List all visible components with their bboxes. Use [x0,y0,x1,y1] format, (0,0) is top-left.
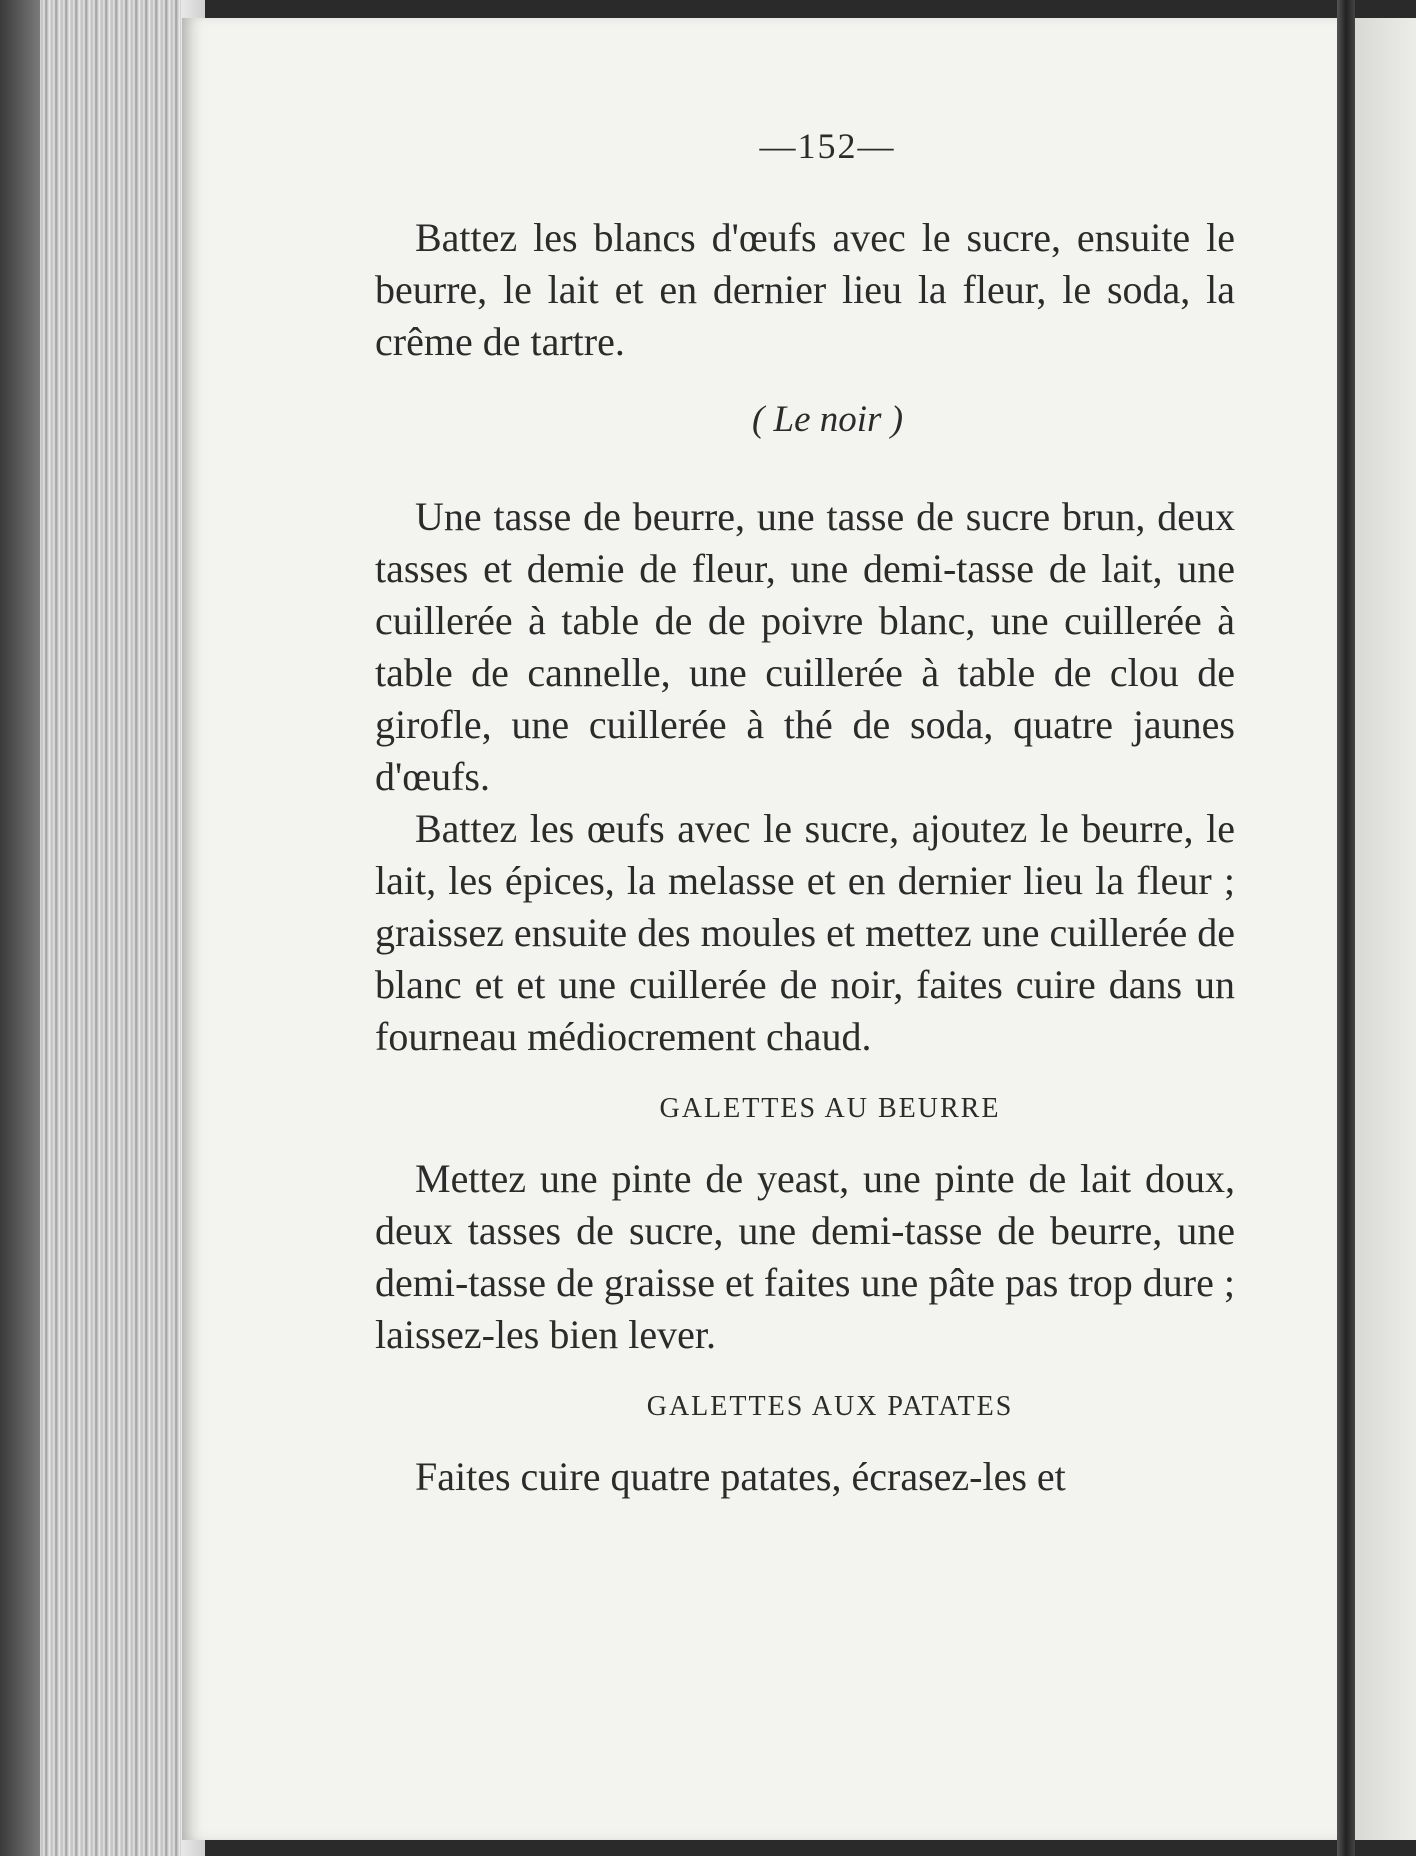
section-title-galettes-aux-patates: GALETTES AUX PATATES [646,1391,1014,1422]
spacer [375,471,1235,491]
paragraph-4: Mettez une pinte de yeast, une pinte de lait doux, deux tasses de sucre, une demi-tasse de beurre, une demi-tasse de graisse et faites une pâte pas trop dure ; laissez-les bien lever. [375,1156,1235,1357]
paragraph-1: Battez les blancs d'œufs avec le sucre, ensuite le beurre, le lait et en dernier lieu la fleur, le soda, la crême de tartre. [375,215,1235,364]
page-edges [0,0,205,1856]
page-number: —152— [759,126,896,166]
book-spine [1337,0,1355,1856]
paragraph-2: Une tasse de beurre, une tasse de sucre brun, deux tasses et demie de fleur, une demi-tasse de lait, une cuillerée à table de de poivre blanc, une cuillerée à table de cannelle, une cuillerée à table de clou de girofle, une cuillerée à thé de soda, quatre jaunes d'œufs. [375,494,1235,799]
subheading-le-noir: ( Le noir ) [751,399,904,440]
page-text [375,125,1235,1503]
section-title-galettes-au-beurre: GALETTES AU BEURRE [659,1093,1001,1124]
facing-page-edge [1355,18,1416,1840]
paragraph-3: Battez les œufs avec le sucre, ajoutez le beurre, le lait, les épices, la melasse et en dernier lieu la fleur ; graissez ensuite des moules et mettez une cuillerée de blanc et et une cuillerée de noir, faites cuire dans un fourneau médiocrement chaud. [375,806,1235,1059]
paragraph-5: Faites cuire quatre patates, écrasez-les et [415,1454,1066,1499]
